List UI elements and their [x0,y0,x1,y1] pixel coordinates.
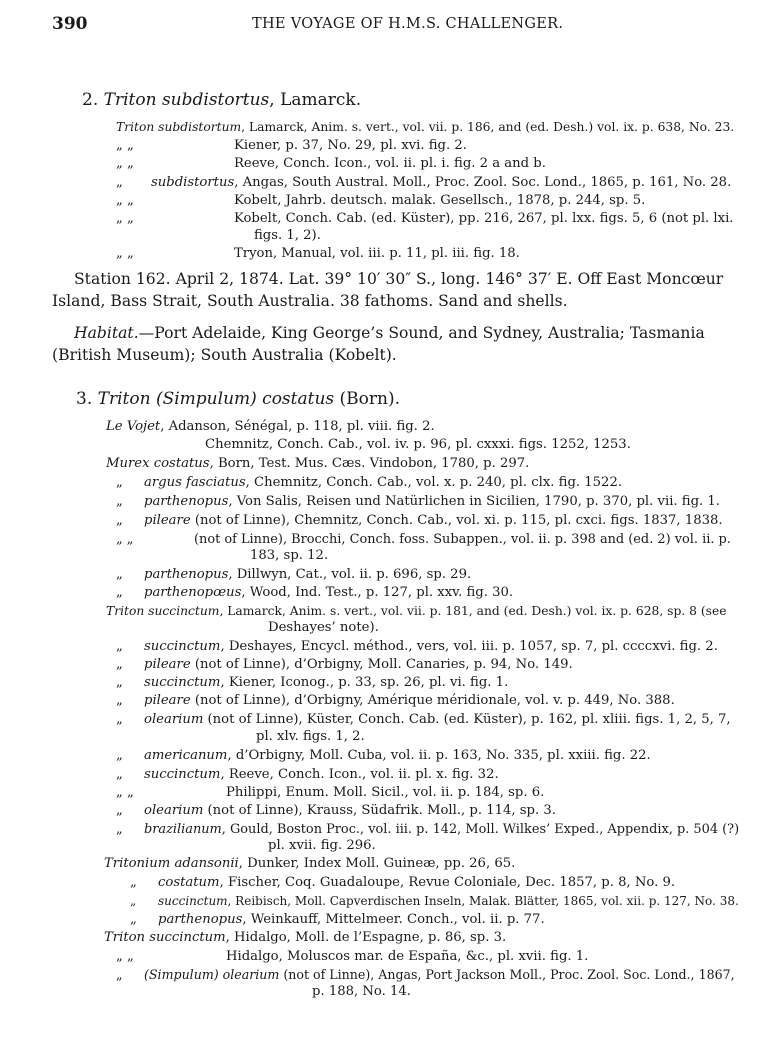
synonym-line: „ pileare (not of Linne), Chemnitz, Conch. Cab., vol. xi. p. 115, pl. cxci. figs. 1837, 1838. [116,513,723,528]
species-2-heading [82,90,361,110]
species-3-number: 3. [76,389,93,409]
synonym-line: „ subdistortus, Angas, South Austral. Moll., Proc. Zool. Soc. Lond., 1865, p. 161, No. 28. [116,175,732,190]
synonym-line: „ americanum, d’Orbigny, Moll. Cuba, vol. ii. p. 163, No. 335, pl. xxiii. fig. 22. [116,748,651,763]
synonym-line: „ parthenopus, Dillwyn, Cat., vol. ii. p. 696, sp. 29. [116,567,472,582]
species-3-name-species: (Simpulum) costatus [155,389,335,409]
synonym-line: „ „ Kobelt, Conch. Cab. (ed. Küster), pp. 216, 267, pl. lxx. figs. 5, 6 (not pl. lxi. [116,211,734,226]
station-line-2: Island, Bass Strait, South Australia. 38 fathoms. Sand and shells. [52,292,568,310]
synonym-continuation: pl. xvii. fig. 296. [268,838,376,853]
synonym-continuation: 183, sp. 12. [250,548,329,563]
synonym-line: Le Vojet, Adanson, Sénégal, p. 118, pl. viii. fig. 2. [106,419,435,434]
species-2-author: , Lamarck. [269,90,362,110]
habitat-line-2: (British Museum); South Australia (Kobelt). [52,346,397,364]
species-3-name-genus: Triton [97,389,151,409]
synonym-line: „ parthenopus, Weinkauff, Mittelmeer. Conch., vol. ii. p. 77. [130,912,545,927]
synonym-line: „ pileare (not of Linne), d’Orbigny, Moll. Canaries, p. 94, No. 149. [116,657,573,672]
synonym-line: Tritonium adansonii, Dunker, Index Moll. Guineæ, pp. 26, 65. [104,856,516,871]
synonym-continuation: pl. xlv. figs. 1, 2. [256,729,365,744]
synonym-line: Chemnitz, Conch. Cab., vol. iv. p. 96, pl. cxxxi. figs. 1252, 1253. [205,437,631,452]
synonym-line: „ succinctum, Deshayes, Encycl. méthod., vers, vol. iii. p. 1057, sp. 7, pl. ccccxvi. fig. 2. [116,639,718,654]
station-line-1: Station 162. April 2, 1874. Lat. 39° 10′ 30″ S., long. 146° 37′ E. Off East Moncœur [74,270,724,288]
synonym-line: „ „ Kiener, p. 37, No. 29, pl. xvi. fig. 2. [116,138,467,153]
synonym-line: „ succinctum, Reibisch, Moll. Capverdischen Inseln, Malak. Blätter, 1865, vol. xii. p. 127, No. 38. [130,894,739,908]
synonym-line: „ argus fasciatus, Chemnitz, Conch. Cab., vol. x. p. 240, pl. clx. fig. 1522. [116,475,623,490]
synonym-line: „ „ Kobelt, Jahrb. deutsch. malak. Gesellsch., 1878, p. 244, sp. 5. [116,193,646,208]
synonym-line: „ „ Hidalgo, Moluscos mar. de España, &c., pl. xvii. fig. 1. [116,949,589,964]
synonym-line: Triton succinctum, Hidalgo, Moll. de l’Espagne, p. 86, sp. 3. [104,930,507,945]
synonym-line: Triton succinctum, Lamarck, Anim. s. vert., vol. vii. p. 181, and (ed. Desh.) vol. ix. p. 628, sp. 8 (see [106,604,727,618]
species-2-number: 2. [82,90,99,110]
synonym-line: „ costatum, Fischer, Coq. Guadaloupe, Revue Coloniale, Dec. 1857, p. 8, No. 9. [130,875,676,890]
species-3-author: (Born). [334,389,401,409]
synonym-line: „ „ (not of Linne), Brocchi, Conch. foss. Subappen., vol. ii. p. 398 and (ed. 2) vol. ii. p. [116,532,731,547]
species-3-heading [76,389,400,409]
synonym-continuation: Deshayes’ note). [268,620,379,635]
synonym-continuation: p. 188, No. 14. [312,984,411,999]
synonym-line: „ „ Reeve, Conch. Icon., vol. ii. pl. i. fig. 2 a and b. [116,156,546,171]
synonym-line: „ „ Philippi, Enum. Moll. Sicil., vol. ii. p. 184, sp. 6. [116,785,545,800]
synonym-line: „ pileare (not of Linne), d’Orbigny, Amérique méridionale, vol. v. p. 449, No. 388. [116,693,675,708]
synonym-line: „ succinctum, Reeve, Conch. Icon., vol. ii. pl. x. fig. 32. [116,767,499,782]
synonym-line: „ succinctum, Kiener, Iconog., p. 33, sp. 26, pl. vi. fig. 1. [116,675,509,690]
page-number: 390 [52,14,88,34]
synonym-continuation: figs. 1, 2). [254,228,321,243]
running-title: THE VOYAGE OF H.M.S. CHALLENGER. [252,16,564,32]
synonym-line: „ „ Tryon, Manual, vol. iii. p. 11, pl. iii. fig. 18. [116,246,520,261]
synonym-line: „ olearium (not of Linne), Krauss, Südafrik. Moll., p. 114, sp. 3. [116,803,556,818]
synonym-line: Triton subdistortum, Lamarck, Anim. s. vert., vol. vii. p. 186, and (ed. Desh.) vol. ix. p. 638, No. 23. [116,120,735,134]
synonym-line: „ parthenopus, Von Salis, Reisen und Natürlichen in Sicilien, 1790, p. 370, pl. vii. fig. 1. [116,494,720,509]
habitat-line-1: Habitat.—Port Adelaide, King George’s Sound, and Sydney, Australia; Tasmania [74,324,705,342]
synonym-line: „ olearium (not of Linne), Küster, Conch. Cab. (ed. Küster), p. 162, pl. xliii. figs. 1, 2, 5, 7, [116,712,731,727]
species-2-name: Triton subdistortus [103,90,270,110]
synonym-line: „ parthenopœus, Wood, Ind. Test., p. 127, pl. xxv. fig. 30. [116,585,514,600]
synonym-line: „ (Simpulum) olearium (not of Linne), Angas, Port Jackson Moll., Proc. Zool. Soc. Lond., 1867, [116,967,735,982]
synonym-line: „ brazilianum, Gould, Boston Proc., vol. iii. p. 142, Moll. Wilkes’ Exped., Appendix, p. 504 (?) [116,822,740,837]
synonym-line: Murex costatus, Born, Test. Mus. Cæs. Vindobon, 1780, p. 297. [106,456,530,471]
